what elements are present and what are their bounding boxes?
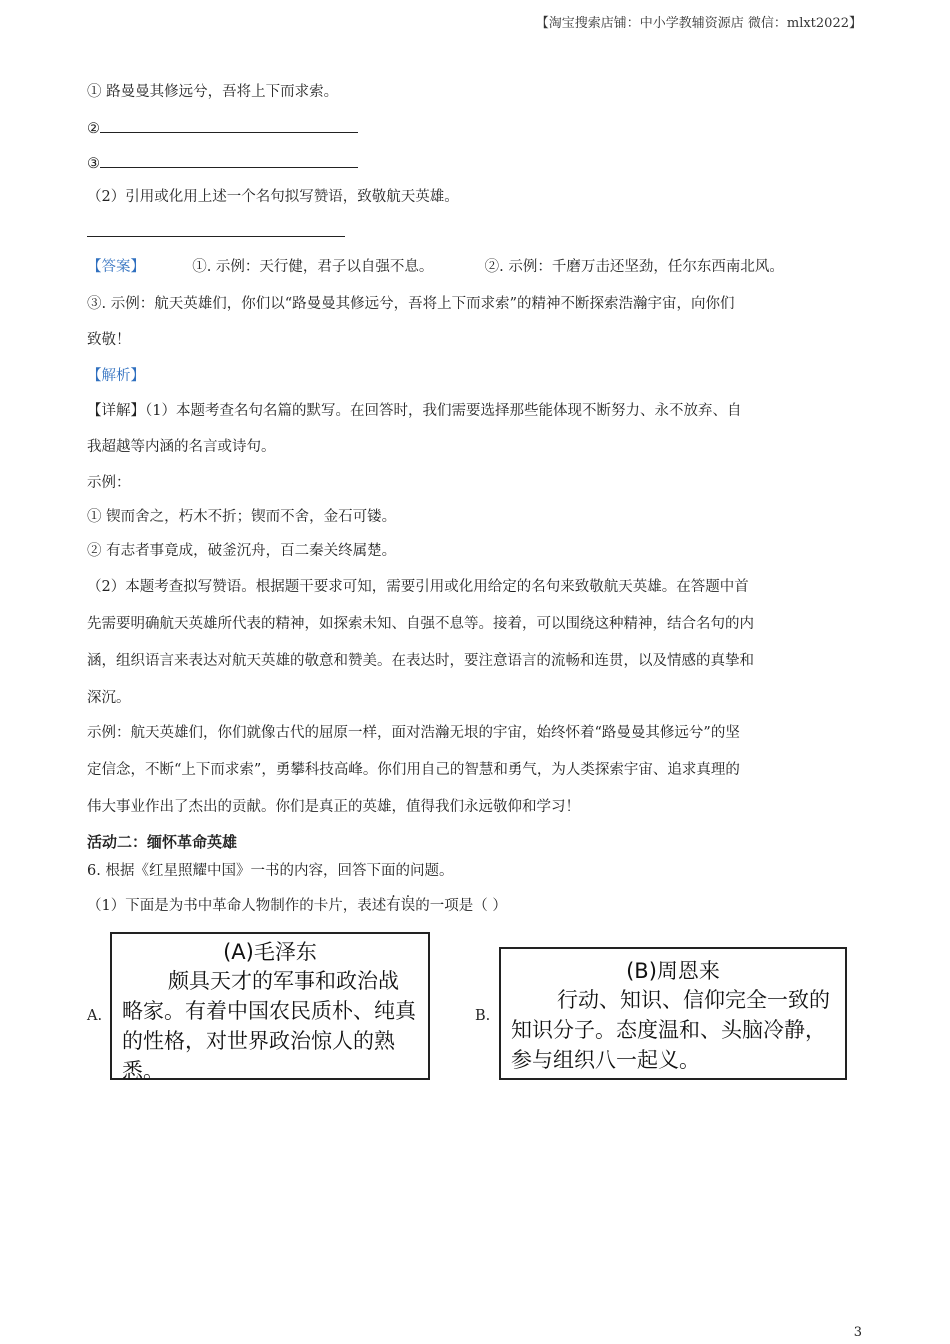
answer-3-line-2: 致敬！ bbox=[87, 332, 131, 348]
answer-blank[interactable] bbox=[100, 152, 358, 168]
analysis-tag: 【解析】 bbox=[87, 368, 145, 384]
option-b-title: (B)周恩来 bbox=[626, 959, 720, 983]
page-header: 【淘宝搜索店铺：中小学教辅资源店 微信：mlxt2022】 bbox=[535, 16, 862, 31]
option-a-body: 颇具天才的军事和政治战略家。有着中国农民质朴、纯真的性格，对世界政治惊人的熟悉。 bbox=[122, 969, 416, 1083]
q1-item-3: ③ bbox=[87, 152, 358, 174]
option-a-card[interactable] bbox=[110, 932, 430, 1083]
answer-1: ①. 示例：天行健，君子以自强不息。 bbox=[192, 259, 434, 275]
page-number: 3 bbox=[853, 1325, 862, 1340]
emphasis-dot-char: 误 bbox=[400, 898, 416, 914]
option-b-body: 行动、知识、信仰完全一致的知识分子。态度温和、头脑冷静，参与组织八一起义。 bbox=[511, 988, 830, 1072]
answer-tag: 【答案】 bbox=[87, 259, 145, 275]
q1-item-1: ① 路曼曼其修远兮，吾将上下而求索。 bbox=[87, 84, 339, 100]
detail-2-line-3: 涵，组织语言来表达对航天英雄的敬意和赞美。在表达时，要注意语言的流畅和连贯，以及情感的真挚和 bbox=[87, 653, 754, 669]
question-6-1: （1）下面是为书中革命人物制作的卡片，表述有误的一项是（ ） bbox=[87, 898, 507, 914]
question-6: 6. 根据《红星照耀中国》一书的内容，回答下面的问题。 bbox=[87, 863, 454, 879]
emphasis-dot-char: 有 bbox=[386, 898, 401, 914]
example-3-line-1: 示例：航天英雄们，你们就像古代的屈原一样，面对浩瀚无垠的宇宙，始终怀着“路曼曼其修远兮”的坚 bbox=[87, 725, 740, 741]
option-a-letter: A. bbox=[87, 1008, 103, 1024]
activity-title: 活动二：缅怀革命英雄 bbox=[87, 833, 238, 851]
q1-item-2: ② bbox=[87, 117, 358, 139]
detail-1-line-1: 【详解】（1）本题考查名句名篇的默写。在回答时，我们需要选择那些能体现不断努力、永不放弃、自 bbox=[87, 403, 742, 419]
answer-3-line-1: ③. 示例：航天英雄们，你们以“路曼曼其修远兮，吾将上下而求索”的精神不断探索浩瀚宇宙，向你们 bbox=[87, 296, 735, 312]
example-2: ② 有志者事竟成，破釜沉舟，百二秦关终属楚。 bbox=[87, 543, 397, 559]
example-label: 示例： bbox=[87, 475, 131, 491]
q2-answer-line[interactable] bbox=[87, 221, 345, 243]
detail-2-line-4: 深沉。 bbox=[87, 690, 131, 706]
answer-2: ②. 示例：千磨万击还坚劲，任尔东西南北风。 bbox=[484, 259, 784, 275]
example-3-line-3: 伟大事业作出了杰出的贡献。你们是真正的英雄，值得我们永远敬仰和学习！ bbox=[87, 799, 580, 815]
answer-blank[interactable] bbox=[100, 117, 358, 133]
option-b-card[interactable] bbox=[499, 947, 847, 1080]
answer-row bbox=[87, 257, 784, 277]
option-a-title: (A)毛泽东 bbox=[223, 940, 317, 964]
detail-2-line-2: 先需要明确航天英雄所代表的精神，如探索未知、自强不息等。接着，可以围绕这种精神，结合名句的内 bbox=[87, 616, 754, 632]
example-1: ① 锲而舍之，朽木不折；锲而不舍，金石可镂。 bbox=[87, 509, 397, 525]
detail-1-line-2: 我超越等内涵的名言或诗句。 bbox=[87, 439, 276, 455]
detail-2-line-1: （2）本题考查拟写赞语。根据题干要求可知，需要引用或化用给定的名句来致敬航天英雄。在答题中首 bbox=[87, 579, 749, 595]
example-3-line-2: 定信念，不断“上下而求索”，勇攀科技高峰。你们用自己的智慧和勇气，为人类探索宇宙、追求真理的 bbox=[87, 762, 740, 778]
q2-prompt: （2）引用或化用上述一个名句拟写赞语，致敬航天英雄。 bbox=[87, 189, 459, 205]
option-b-letter: B. bbox=[475, 1008, 491, 1024]
